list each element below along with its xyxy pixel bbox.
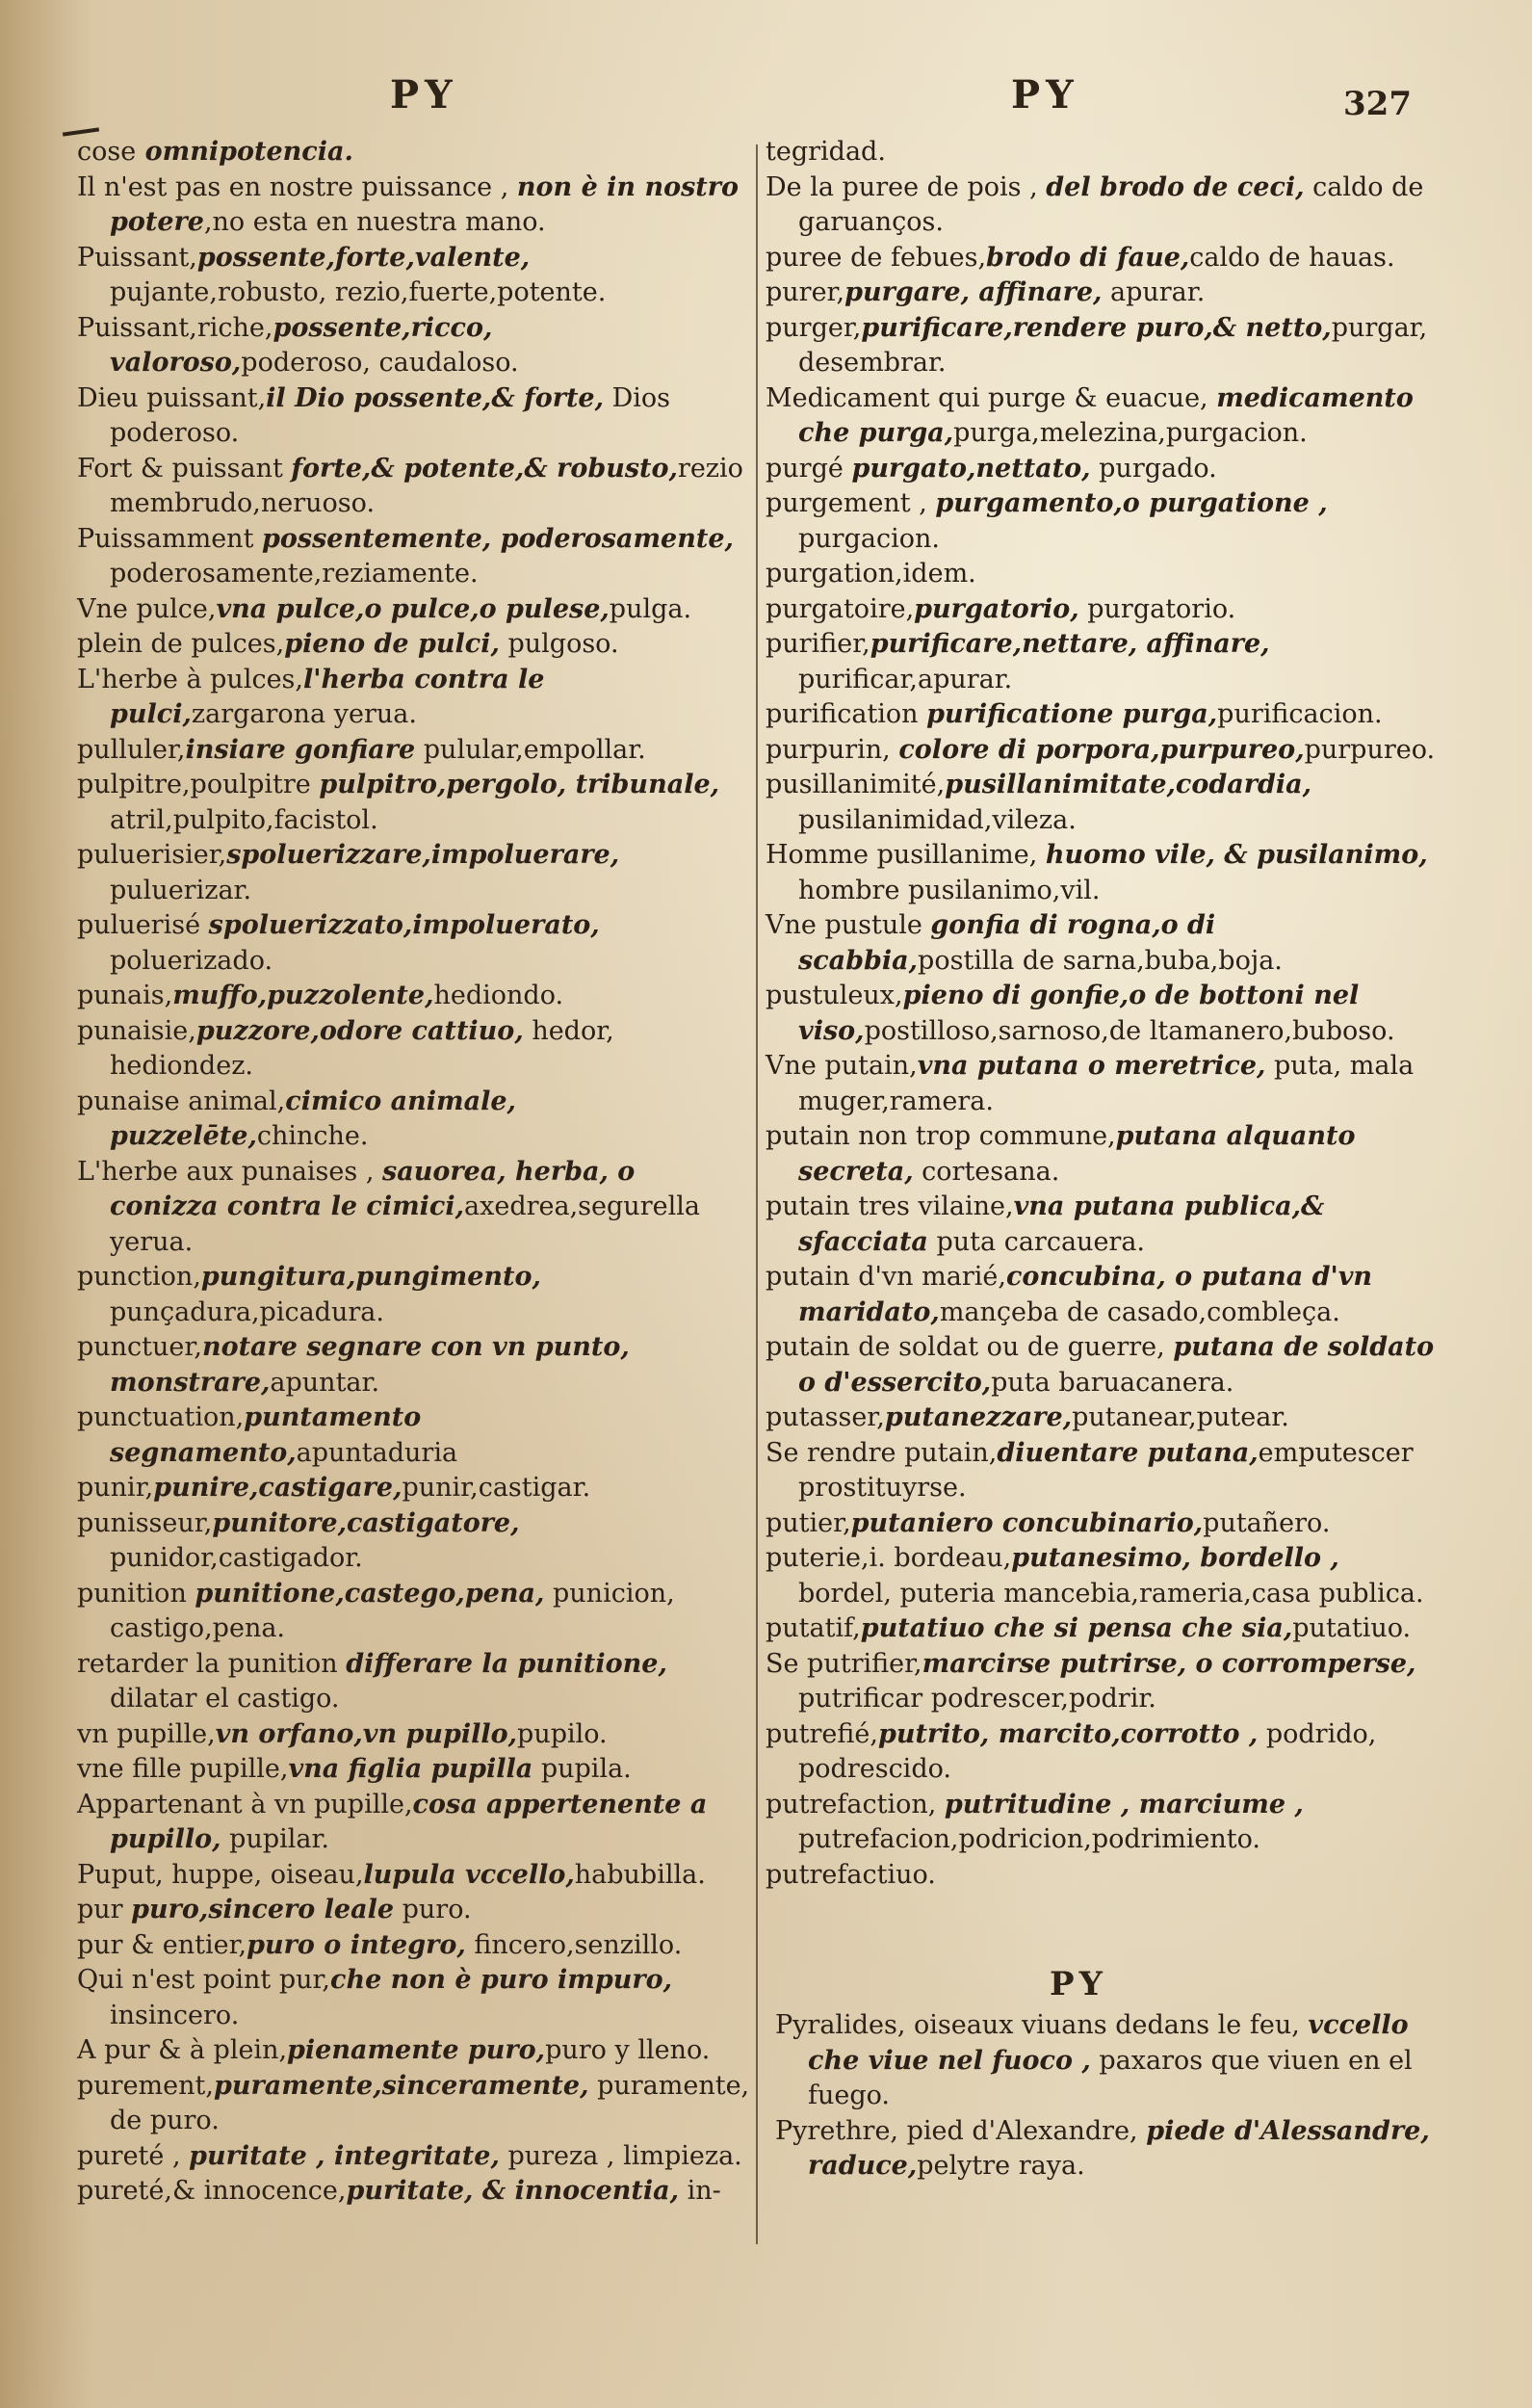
- entry-italian: puritate , integritate,: [189, 2140, 500, 2171]
- entry-italian: l'herba contra le pulci,: [110, 664, 545, 729]
- dictionary-entry: [766, 1190, 1440, 1260]
- entry-spanish: puro y lleno.: [545, 2035, 711, 2065]
- entry-italian: purgamento,o purgatione ,: [935, 488, 1328, 518]
- dictionary-entry: [766, 1647, 1440, 1717]
- entry-headword: putrefaction,: [766, 1789, 945, 1819]
- entry-italian: puramente,sinceramente,: [213, 2070, 589, 2101]
- dictionary-entry: [77, 1788, 751, 1858]
- entry-spanish: in-: [679, 2176, 721, 2206]
- entry-headword: putier,: [766, 1507, 851, 1538]
- entry-italian: pulpitro,pergolo, tribunale,: [319, 770, 720, 799]
- entry-headword: punaise animal,: [77, 1086, 286, 1116]
- entry-spanish: poderosamente,reziamente.: [110, 559, 479, 589]
- right-column: [766, 135, 1440, 1893]
- dictionary-entry: [766, 979, 1440, 1049]
- entry-spanish: putañero.: [1203, 1507, 1331, 1538]
- entry-headword: Dieu puissant,: [77, 382, 267, 413]
- entry-spanish: poluerizado.: [110, 945, 273, 976]
- entry-headword: putain tres vilaine,: [766, 1191, 1014, 1221]
- entry-italian: notare segnare con vn punto, monstrare,: [110, 1332, 630, 1398]
- dictionary-entry: [77, 979, 751, 1014]
- entry-italian: putaniero concubinario,: [850, 1507, 1204, 1538]
- entry-italian: piede d'Alessandre, raduce,: [808, 2115, 1430, 2181]
- entry-spanish: hombre pusilanimo,vil.: [798, 875, 1101, 905]
- entry-spanish: putanear,putear.: [1072, 1402, 1289, 1432]
- entry-spanish: poderoso, caudaloso.: [241, 348, 519, 378]
- entry-headword: L'herbe aux punaises ,: [77, 1156, 382, 1187]
- entry-spanish: puta, mala muger,ramera.: [798, 1051, 1415, 1116]
- entry-italian: gonfia di rogna,o di scabbia,: [798, 910, 1216, 976]
- entry-headword: Il n'est pas en nostre puissance ,: [77, 171, 517, 202]
- entry-headword: purgement ,: [766, 488, 936, 518]
- entry-italian: puzzore,odore cattiuo,: [195, 1015, 524, 1046]
- entry-headword: Vne pustule: [766, 910, 931, 940]
- entry-italian: vna putana publica,& sfacciata: [798, 1191, 1325, 1257]
- running-header-left: PY: [390, 72, 458, 118]
- dictionary-entry: [77, 311, 751, 381]
- dictionary-entry: [766, 170, 1440, 241]
- dictionary-entry: [77, 1085, 751, 1155]
- entry-headword: cose: [77, 137, 137, 167]
- dictionary-entry: [77, 381, 751, 452]
- entry-headword: Se putrifier,: [766, 1648, 922, 1679]
- entry-headword: Appartenant à vn pupille,: [77, 1789, 413, 1819]
- running-header-right: PY: [1011, 72, 1079, 118]
- entry-headword: Pyralides, oiseaux viuans dedans le feu,: [775, 2010, 1309, 2040]
- entry-italian: pieno di gonfie,o de bottoni nel viso,: [798, 981, 1360, 1046]
- entry-italian: puro,sincero leale: [131, 1895, 395, 1924]
- dictionary-entry: [77, 768, 751, 838]
- entry-italian: brodo di faue,: [986, 242, 1190, 273]
- dictionary-entry: [766, 275, 1440, 311]
- entry-spanish: dilatar el castigo.: [110, 1684, 340, 1714]
- entry-headword: De la puree de pois ,: [766, 171, 1047, 202]
- dictionary-entry: [766, 733, 1440, 769]
- entry-spanish: insincero.: [110, 2000, 240, 2030]
- entry-italian: possentemente, poderosamente,: [262, 523, 734, 554]
- entry-italian: puritate, & innocentia,: [346, 2176, 680, 2206]
- entry-italian: putanezzare,: [884, 1402, 1073, 1432]
- page-number: 327: [1343, 85, 1412, 123]
- entry-spanish: pulga.: [609, 593, 692, 624]
- entry-headword: pulpitre,poulpitre: [77, 770, 320, 799]
- dictionary-entry: [77, 1155, 751, 1261]
- entry-italian: putanesimo, bordello ,: [1011, 1543, 1339, 1573]
- entry-italian: vna putana o meretrice,: [917, 1051, 1266, 1081]
- entry-spanish: habubilla.: [574, 1859, 706, 1890]
- dictionary-entry: [766, 1400, 1440, 1436]
- entry-headword: putatif,: [766, 1613, 861, 1643]
- entry-italian: putatiuo che si pensa che sia,: [860, 1613, 1293, 1643]
- entry-headword: puluerisé: [77, 910, 209, 940]
- entry-spanish: pulular,empollar.: [415, 734, 646, 765]
- entry-spanish: pupila.: [532, 1754, 632, 1784]
- dictionary-entry: [775, 2008, 1440, 2114]
- entry-headword: Se rendre putain,: [766, 1437, 998, 1468]
- entry-italian: punire,castigare,: [153, 1473, 402, 1503]
- entry-italian: cimico animale, puzzelēte,: [110, 1086, 516, 1151]
- entry-headword: pulluler,: [77, 734, 186, 765]
- dictionary-entry: [766, 1611, 1440, 1647]
- entry-headword: putain non trop commune,: [766, 1121, 1116, 1151]
- entry-headword: pur & entier,: [77, 1929, 247, 1960]
- dictionary-entry: [77, 241, 751, 311]
- entry-italian: possente,ricco, valoroso,: [110, 312, 493, 378]
- entry-headword: Medicament qui purge & euacue,: [766, 382, 1217, 413]
- dictionary-entry: [77, 838, 751, 908]
- entry-spanish: podrido, podrescido.: [798, 1718, 1377, 1784]
- entry-headword: purger,: [766, 312, 862, 343]
- dictionary-entry: [766, 1506, 1440, 1542]
- entry-spanish: hedor, hediondez.: [110, 1015, 614, 1081]
- entry-spanish: puluerizar.: [110, 875, 252, 905]
- entry-headword: putain d'vn marié,: [766, 1262, 1006, 1292]
- entry-italian: vna pulce,o pulce,o pulese,: [216, 593, 610, 624]
- entry-italian: pungitura,pungimento,: [200, 1262, 541, 1292]
- entry-headword: vne fille pupille,: [77, 1754, 289, 1784]
- entry-spanish: punidor,castigador.: [110, 1543, 363, 1573]
- dictionary-entry: [77, 1471, 751, 1506]
- entry-italian: purificare,rendere puro,& netto,: [861, 312, 1332, 343]
- entry-headword: Puput, huppe, oiseau,: [77, 1859, 364, 1890]
- entry-italian: forte,& potente,& robusto,: [291, 453, 678, 484]
- entry-spanish: emputescer prostituyrse.: [798, 1437, 1414, 1503]
- dictionary-entry: [766, 381, 1440, 452]
- entry-headword: Vne pulce,: [77, 593, 217, 624]
- entry-headword: Fort & puissant: [77, 453, 292, 484]
- entry-headword: punctuation,: [77, 1402, 245, 1432]
- entry-italian: cosa appertenente a pupillo,: [110, 1789, 708, 1854]
- entry-spanish: pupilo.: [517, 1718, 608, 1749]
- entry-italian: pienamente puro,: [287, 2035, 546, 2065]
- entry-spanish: chinche.: [256, 1121, 369, 1151]
- entry-italian: pieno de pulci,: [284, 629, 500, 659]
- entry-spanish: puro.: [394, 1895, 472, 1924]
- dictionary-entry: [766, 1858, 1440, 1894]
- entry-spanish: purpureo.: [1304, 734, 1436, 765]
- dictionary-entry: [766, 1788, 1440, 1858]
- entry-headword: punir,: [77, 1473, 154, 1503]
- entry-headword: purer,: [766, 277, 845, 307]
- entry-italian: punitore,castigatore,: [212, 1507, 520, 1538]
- entry-headword: punction,: [77, 1262, 201, 1292]
- entry-spanish: postilloso,sarnoso,de ltamanero,buboso.: [864, 1015, 1395, 1046]
- entry-italian: possente,forte,valente,: [196, 242, 531, 273]
- dictionary-entry: [77, 1577, 751, 1647]
- dictionary-entry: [77, 170, 751, 241]
- column-rule: [756, 144, 758, 2244]
- entry-italian: putana alquanto secreta,: [798, 1121, 1356, 1187]
- dictionary-entry: [77, 1752, 751, 1788]
- entry-spanish: axedrea,segurella yerua.: [110, 1191, 700, 1257]
- entry-headword: purpurin,: [766, 734, 899, 765]
- entry-italian: puro o integro,: [247, 1929, 466, 1960]
- section-heading: PY: [1050, 1965, 1107, 2003]
- entry-spanish: puta baruacanera.: [991, 1367, 1234, 1398]
- dictionary-entry: [77, 1928, 751, 1964]
- dictionary-entry: [77, 592, 751, 628]
- entry-spanish: bordel, puteria mancebia,rameria,casa publica.: [798, 1578, 1424, 1609]
- dictionary-entry: [766, 1717, 1440, 1788]
- entry-italian: omnipotencia.: [136, 137, 353, 167]
- entry-spanish: putatiuo.: [1292, 1613, 1412, 1643]
- entry-italian: muffo,puzzolente,: [172, 981, 434, 1010]
- entry-spanish: apuntaduria: [296, 1437, 458, 1468]
- entry-headword: A pur & à plein,: [77, 2035, 288, 2065]
- entry-headword: purgatoire,: [766, 593, 915, 624]
- entry-italian: vna figlia pupilla: [288, 1754, 533, 1784]
- entry-spanish: purgado.: [1090, 453, 1217, 484]
- entry-headword: putrefactiuo.: [766, 1859, 936, 1890]
- entry-spanish: cortesana.: [913, 1156, 1060, 1187]
- entry-headword: retarder la punition: [77, 1648, 347, 1679]
- entry-spanish: pusilanimidad,vileza.: [798, 804, 1077, 835]
- entry-spanish: zargarona yerua.: [191, 699, 417, 729]
- entry-headword: Puissant,: [77, 242, 197, 273]
- entry-spanish: purga,melezina,purgacion.: [953, 418, 1308, 448]
- entry-spanish: apuntar.: [270, 1367, 380, 1398]
- dictionary-entry: [766, 1260, 1440, 1330]
- dictionary-entry: [775, 2114, 1440, 2185]
- entry-spanish: pureza , limpieza.: [499, 2140, 742, 2171]
- entry-italian: punitione,castego,pena,: [195, 1578, 545, 1609]
- entry-italian: concubina, o putana d'vn maridato,: [798, 1262, 1373, 1327]
- entry-spanish: putrefacion,podricion,podrimiento.: [798, 1824, 1261, 1854]
- dictionary-entry: [77, 1717, 751, 1753]
- entry-italian: pusillanimitate,codardia,: [945, 770, 1312, 799]
- entry-italian: marcirse putrirse, o corromperse,: [922, 1648, 1416, 1679]
- dictionary-entry: [766, 135, 1440, 170]
- dictionary-entry: [766, 557, 1440, 592]
- entry-headword: pusillanimité,: [766, 770, 946, 799]
- entry-italian: putrito, marcito,corrotto ,: [877, 1718, 1259, 1749]
- dictionary-entry: [77, 663, 751, 733]
- entry-spanish: hediondo.: [433, 981, 564, 1010]
- dictionary-entry: [77, 522, 751, 592]
- entry-spanish: rezio membrudo,neruoso.: [110, 453, 743, 518]
- entry-spanish: paxaros que viuen en el fuego.: [808, 2045, 1413, 2110]
- entry-spanish: punir,castigar.: [402, 1473, 591, 1503]
- dictionary-entry: [766, 1541, 1440, 1611]
- dictionary-entry: [77, 2139, 751, 2175]
- entry-spanish: punçadura,picadura.: [110, 1296, 384, 1327]
- entry-headword: punctuer,: [77, 1332, 202, 1362]
- entry-headword: pur: [77, 1895, 132, 1924]
- entry-italian: diuentare putana,: [997, 1437, 1259, 1468]
- entry-headword: putrefié,: [766, 1718, 878, 1749]
- dictionary-entry: [77, 1400, 751, 1471]
- entry-spanish: purgacion.: [798, 523, 940, 554]
- entry-headword: Vne putain,: [766, 1051, 918, 1081]
- entry-headword: purement,: [77, 2070, 214, 2101]
- entry-headword: Homme pusillanime,: [766, 840, 1046, 870]
- entry-spanish: puramente, de puro.: [110, 2070, 750, 2135]
- entry-spanish: pulgoso.: [499, 629, 619, 659]
- entry-spanish: caldo de garuanços.: [798, 171, 1424, 237]
- entry-spanish: putrificar podrescer,podrir.: [798, 1684, 1156, 1714]
- entry-spanish: pelytre raya.: [917, 2151, 1085, 2181]
- entry-spanish: purificacion.: [1217, 699, 1383, 729]
- dictionary-entry: [77, 2069, 751, 2139]
- entry-spanish: postilla de sarna,buba,boja.: [918, 945, 1283, 976]
- dictionary-entry: [766, 838, 1440, 908]
- entry-headword: purification: [766, 699, 927, 729]
- entry-headword: puluerisier,: [77, 840, 227, 870]
- entry-spanish: Dios poderoso.: [110, 382, 670, 448]
- dictionary-entry: [766, 1330, 1440, 1400]
- entry-headword: purifier,: [766, 629, 870, 659]
- entry-spanish: pujante,robusto, rezio,fuerte,potente.: [110, 277, 607, 307]
- entry-headword: punisseur,: [77, 1507, 213, 1538]
- dictionary-entry: [766, 452, 1440, 487]
- entry-italian: purificare,nettare, affinare,: [870, 629, 1270, 659]
- entry-headword: purgé: [766, 453, 852, 484]
- entry-spanish: purgar, desembrar.: [798, 312, 1428, 378]
- entry-headword: putain de soldat ou de guerre,: [766, 1332, 1174, 1362]
- dictionary-entry: [766, 1049, 1440, 1119]
- entry-italian: purificatione purga,: [926, 699, 1218, 729]
- entry-italian: sauorea, herba, o conizza contra le cimici,: [110, 1156, 636, 1221]
- dictionary-entry: [77, 1014, 751, 1085]
- entry-spanish: apurar.: [1102, 277, 1206, 307]
- entry-spanish: ,no esta en nuestra mano.: [203, 207, 546, 237]
- dictionary-entry: [77, 1260, 751, 1330]
- entry-italian: colore di porpora,purpureo,: [898, 734, 1305, 765]
- entry-italian: putritudine , marciume ,: [944, 1789, 1304, 1819]
- entry-headword: punition: [77, 1578, 195, 1609]
- entry-spanish: mançeba de casado,combleça.: [939, 1296, 1340, 1327]
- entry-spanish: atril,pulpito,facistol.: [110, 804, 378, 835]
- entry-headword: purgation,idem.: [766, 559, 976, 589]
- entry-italian: vccello che viue nel fuoco ,: [808, 2010, 1409, 2076]
- entry-headword: Puissamment: [77, 523, 263, 554]
- entry-headword: punais,: [77, 981, 173, 1010]
- dictionary-entry: [77, 135, 751, 170]
- dictionary-entry: [766, 768, 1440, 838]
- dictionary-entry: [77, 627, 751, 663]
- entry-italian: che non è puro impuro,: [330, 1965, 673, 1995]
- dictionary-entry: [766, 1119, 1440, 1190]
- entry-italian: spoluerizzato,impoluerato,: [208, 910, 600, 940]
- entry-italian: medicamento che purga,: [798, 382, 1414, 448]
- entry-italian: insiare gonfiare: [185, 734, 416, 765]
- section-entries: [775, 2008, 1440, 2185]
- dictionary-entry: [766, 592, 1440, 628]
- entry-headword: pureté,& innocence,: [77, 2176, 347, 2206]
- dictionary-entry: [77, 1330, 751, 1400]
- dictionary-entry: [77, 733, 751, 769]
- dictionary-entry: [766, 697, 1440, 733]
- entry-spanish: tegridad.: [766, 137, 886, 167]
- entry-headword: Qui n'est point pur,: [77, 1965, 331, 1995]
- entry-headword: Puissant,riche,: [77, 312, 273, 343]
- entry-spanish: punicion, castigo,pena.: [110, 1578, 675, 1643]
- entry-spanish: purificar,apurar.: [798, 664, 1013, 694]
- entry-italian: del brodo de ceci,: [1046, 171, 1305, 202]
- entry-headword: pureté ,: [77, 2140, 190, 2171]
- entry-headword: punaisie,: [77, 1015, 196, 1046]
- entry-italian: spoluerizzare,impoluerare,: [226, 840, 620, 870]
- entry-italian: differare la punitione,: [346, 1648, 667, 1679]
- dictionary-entry: [77, 1647, 751, 1717]
- entry-italian: lupula vccello,: [363, 1859, 575, 1890]
- entry-spanish: fincero,senzillo.: [465, 1929, 683, 1960]
- entry-spanish: pupilar.: [221, 1824, 330, 1854]
- entry-italian: purgare, affinare,: [844, 277, 1103, 307]
- dictionary-entry: [77, 1893, 751, 1928]
- dictionary-entry: [77, 2033, 751, 2069]
- entry-italian: puntamento segnamento,: [110, 1402, 422, 1468]
- entry-headword: Pyrethre, pied d'Alexandre,: [775, 2115, 1147, 2146]
- entry-spanish: purgatorio.: [1078, 593, 1236, 624]
- dictionary-entry: [77, 1506, 751, 1577]
- entry-italian: purgato,nettato,: [851, 453, 1091, 484]
- dictionary-entry: [77, 452, 751, 522]
- entry-headword: puterie,i. bordeau,: [766, 1543, 1012, 1573]
- left-column: [77, 135, 751, 2210]
- entry-italian: il Dio possente,& forte,: [266, 382, 604, 413]
- entry-headword: putasser,: [766, 1402, 885, 1432]
- dictionary-entry: [77, 1963, 751, 2033]
- dictionary-entry: [77, 908, 751, 979]
- dictionary-entry: [77, 1858, 751, 1894]
- entry-spanish: puta carcauera.: [927, 1226, 1146, 1257]
- entry-italian: putana de soldato o d'essercito,: [798, 1332, 1435, 1398]
- entry-headword: puree de febues,: [766, 242, 987, 273]
- dictionary-entry: [766, 908, 1440, 979]
- dictionary-entry: [766, 241, 1440, 276]
- dictionary-entry: [766, 627, 1440, 697]
- entry-spanish: caldo de hauas.: [1189, 242, 1395, 273]
- dictionary-entry: [77, 2174, 751, 2210]
- entry-headword: pustuleux,: [766, 981, 903, 1010]
- entry-headword: vn pupille,: [77, 1718, 216, 1749]
- entry-headword: L'herbe à pulces,: [77, 664, 303, 694]
- entry-italian: non è in nostro potere: [110, 171, 739, 237]
- entry-italian: huomo vile, & pusilanimo,: [1045, 840, 1428, 870]
- dictionary-entry: [766, 486, 1440, 557]
- entry-italian: vn orfano,vn pupillo,: [215, 1718, 518, 1749]
- dictionary-entry: [766, 1436, 1440, 1506]
- entry-italian: purgatorio,: [914, 593, 1079, 624]
- entry-headword: plein de pulces,: [77, 629, 285, 659]
- dictionary-entry: [766, 311, 1440, 381]
